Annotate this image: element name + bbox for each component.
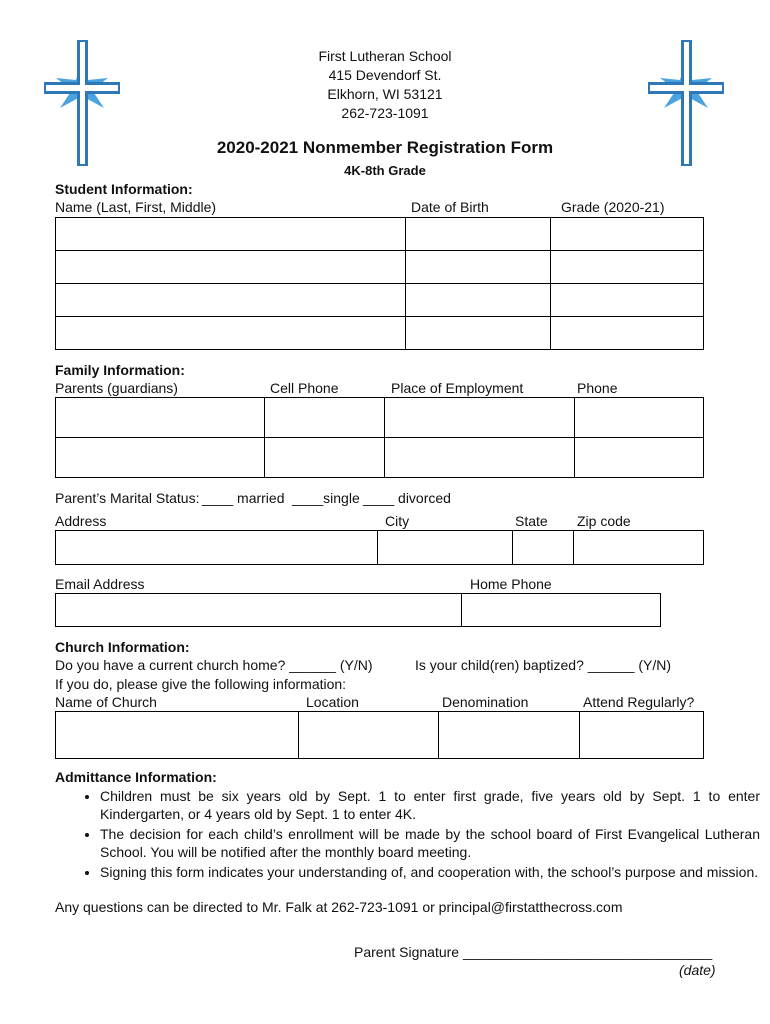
col-employment-label: Place of Employment xyxy=(391,380,524,396)
parent-name-field[interactable] xyxy=(56,438,265,478)
col-church-name-label: Name of Church xyxy=(55,694,157,710)
parent-name-field[interactable] xyxy=(56,398,265,438)
cross-logo-icon xyxy=(646,38,726,168)
student-grade-field[interactable] xyxy=(551,317,704,350)
student-grade-field[interactable] xyxy=(551,284,704,317)
church-denomination-field[interactable] xyxy=(439,712,580,759)
admittance-heading: Admittance Information: xyxy=(55,769,217,785)
city-label: City xyxy=(385,513,410,529)
col-name-label: Name (Last, First, Middle) xyxy=(55,199,217,215)
parent-employment-field[interactable] xyxy=(385,438,575,478)
table-row xyxy=(56,218,704,251)
state-label: State xyxy=(515,513,548,529)
school-street: 415 Devendorf St. xyxy=(328,67,442,83)
col-attend-label: Attend Regularly? xyxy=(583,694,695,710)
address-table xyxy=(55,530,704,565)
email-field[interactable] xyxy=(56,594,462,627)
list-item: • The decision for each child’s enrollment will be made by the school board of First Evangelical Lutheran School. You will be notified after the monthly board meeting. xyxy=(100,825,760,861)
parents-table xyxy=(55,397,704,478)
table-row xyxy=(56,398,704,438)
school-name: First Lutheran School xyxy=(318,48,452,64)
city-field[interactable] xyxy=(378,531,513,565)
col-phone-label: Phone xyxy=(577,380,618,396)
student-name-field[interactable] xyxy=(56,284,406,317)
parent-employment-field[interactable] xyxy=(385,398,575,438)
list-item: • Signing this form indicates your understanding of, and cooperation with, the school’s purpose and mission. xyxy=(100,863,760,881)
zip-label: Zip code xyxy=(577,513,631,529)
questions-contact: Any questions can be directed to Mr. Falk at 262-723-1091 or principal@firstatthecross.com xyxy=(55,899,623,915)
table-row xyxy=(56,251,704,284)
parent-cell-field[interactable] xyxy=(265,398,385,438)
church-attend-field[interactable] xyxy=(580,712,704,759)
baptized-question[interactable]: Is your child(ren) baptized? ______ (Y/N) xyxy=(415,657,672,673)
col-location-label: Location xyxy=(306,694,359,710)
home-phone-field[interactable] xyxy=(462,594,661,627)
col-parents-label: Parents (guardians) xyxy=(55,380,178,396)
church-name-field[interactable] xyxy=(56,712,299,759)
marital-status-label: Parent’s Marital Status: xyxy=(55,490,200,506)
form-subtitle: 4K-8th Grade xyxy=(344,163,426,178)
home-phone-label: Home Phone xyxy=(470,576,552,592)
marital-divorced-option[interactable]: ____ divorced xyxy=(363,490,451,506)
marital-married-option[interactable]: ____ married xyxy=(202,490,285,506)
email-label: Email Address xyxy=(55,576,145,592)
school-city: Elkhorn, WI 53121 xyxy=(327,86,443,102)
col-dob-label: Date of Birth xyxy=(411,199,489,215)
cross-logo-icon xyxy=(42,38,122,168)
admittance-list xyxy=(55,787,760,883)
col-denomination-label: Denomination xyxy=(442,694,529,710)
student-dob-field[interactable] xyxy=(406,284,551,317)
parent-phone-field[interactable] xyxy=(575,438,704,478)
col-cell-label: Cell Phone xyxy=(270,380,339,396)
student-heading: Student Information: xyxy=(55,181,193,197)
parent-signature-line[interactable]: Parent Signature ________________________________ xyxy=(354,944,713,960)
church-home-question[interactable]: Do you have a current church home? ______ (Y/N) xyxy=(55,657,373,673)
signature-date-label: (date) xyxy=(679,962,716,978)
table-row xyxy=(56,284,704,317)
student-grade-field[interactable] xyxy=(551,218,704,251)
parent-phone-field[interactable] xyxy=(575,398,704,438)
parent-cell-field[interactable] xyxy=(265,438,385,478)
marital-single-option[interactable]: ____single xyxy=(292,490,360,506)
student-name-field[interactable] xyxy=(56,317,406,350)
address-field[interactable] xyxy=(56,531,378,565)
student-dob-field[interactable] xyxy=(406,251,551,284)
student-dob-field[interactable] xyxy=(406,317,551,350)
student-grade-field[interactable] xyxy=(551,251,704,284)
address-label: Address xyxy=(55,513,107,529)
church-location-field[interactable] xyxy=(299,712,439,759)
church-heading: Church Information: xyxy=(55,639,190,655)
student-table xyxy=(55,217,704,350)
church-table xyxy=(55,711,704,759)
student-dob-field[interactable] xyxy=(406,218,551,251)
family-heading: Family Information: xyxy=(55,362,185,378)
church-instruction: If you do, please give the following information: xyxy=(55,676,347,692)
email-table xyxy=(55,593,661,627)
state-field[interactable] xyxy=(513,531,574,565)
student-name-field[interactable] xyxy=(56,218,406,251)
form-title: 2020-2021 Nonmember Registration Form xyxy=(216,138,554,157)
student-name-field[interactable] xyxy=(56,251,406,284)
table-row xyxy=(56,438,704,478)
list-item: • Children must be six years old by Sept. 1 to enter first grade, five years old by Sept. 1 to enter Kindergarten, or 4 years old by Sept. 1 to enter 4K. xyxy=(100,787,760,823)
col-grade-label: Grade (2020-21) xyxy=(561,199,665,215)
table-row xyxy=(56,317,704,350)
zip-field[interactable] xyxy=(574,531,704,565)
school-phone: 262-723-1091 xyxy=(341,105,429,121)
